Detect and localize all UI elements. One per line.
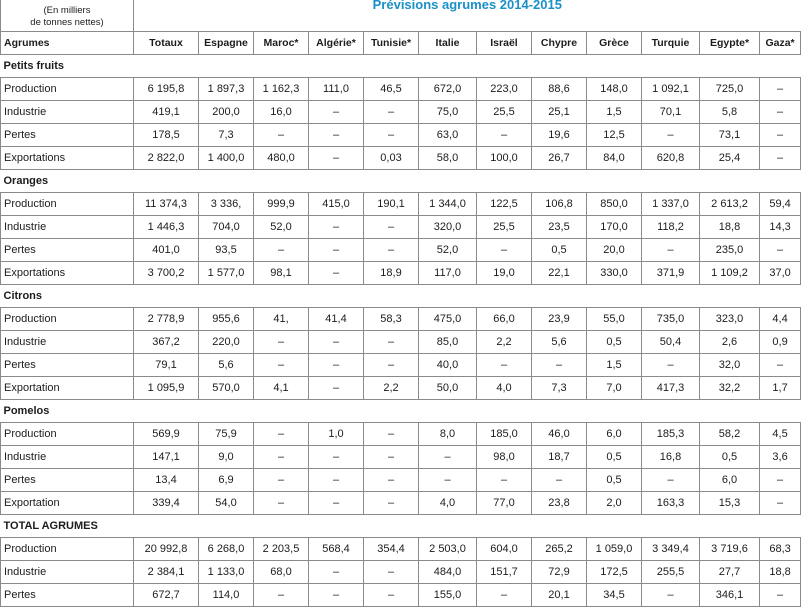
- table-cell: 850,0: [587, 193, 642, 216]
- table-cell: 15,3: [700, 492, 760, 515]
- table-cell: –: [309, 331, 364, 354]
- table-cell: 3 719,6: [700, 538, 760, 561]
- table-cell: 114,0: [199, 584, 254, 607]
- row-label: Exportation: [1, 492, 134, 515]
- section-title: Pomelos: [1, 400, 801, 423]
- table-cell: –: [477, 469, 532, 492]
- table-row: [1, 354, 801, 377]
- table-cell: –: [254, 492, 309, 515]
- row-label: Pertes: [1, 469, 134, 492]
- table-cell: –: [309, 584, 364, 607]
- table-cell: 0,5: [587, 446, 642, 469]
- row-label: Production: [1, 193, 134, 216]
- table-cell: 1 577,0: [199, 262, 254, 285]
- table-cell: –: [642, 354, 700, 377]
- table-cell: 1 400,0: [199, 147, 254, 170]
- column-header: Agrumes: [1, 32, 134, 55]
- table-cell: –: [309, 147, 364, 170]
- table-cell: 323,0: [700, 308, 760, 331]
- column-header: Egypte*: [700, 32, 760, 55]
- table-cell: 354,4: [364, 538, 419, 561]
- table-cell: –: [309, 354, 364, 377]
- table-cell: –: [309, 377, 364, 400]
- table-cell: 73,1: [700, 124, 760, 147]
- table-cell: 320,0: [419, 216, 477, 239]
- table-cell: 4,4: [760, 308, 801, 331]
- table-cell: 235,0: [700, 239, 760, 262]
- table-cell: 7,0: [587, 377, 642, 400]
- table-cell: 14,3: [760, 216, 801, 239]
- table-cell: 98,1: [254, 262, 309, 285]
- column-header: Gaza*: [760, 32, 801, 55]
- table-cell: 2 778,9: [134, 308, 199, 331]
- table-cell: –: [642, 469, 700, 492]
- table-cell: 118,2: [642, 216, 700, 239]
- table-row: [1, 423, 801, 446]
- table-cell: –: [419, 469, 477, 492]
- column-header: Chypre: [532, 32, 587, 55]
- table-cell: 346,1: [700, 584, 760, 607]
- table-cell: 7,3: [199, 124, 254, 147]
- table-cell: 7,3: [532, 377, 587, 400]
- section-header-row: [1, 55, 801, 78]
- table-cell: 484,0: [419, 561, 477, 584]
- table-cell: –: [532, 354, 587, 377]
- table-cell: –: [309, 469, 364, 492]
- table-cell: 265,2: [532, 538, 587, 561]
- table-cell: 223,0: [477, 78, 532, 101]
- table-cell: 255,5: [642, 561, 700, 584]
- table-cell: 66,0: [477, 308, 532, 331]
- table-cell: 1 446,3: [134, 216, 199, 239]
- table-cell: –: [364, 561, 419, 584]
- table-cell: 1 059,0: [587, 538, 642, 561]
- table-cell: 1 337,0: [642, 193, 700, 216]
- table-cell: 16,0: [254, 101, 309, 124]
- table-cell: 419,1: [134, 101, 199, 124]
- table-cell: –: [477, 584, 532, 607]
- table-cell: –: [309, 561, 364, 584]
- table-cell: 18,7: [532, 446, 587, 469]
- row-label: Industrie: [1, 561, 134, 584]
- table-cell: 0,5: [532, 239, 587, 262]
- table-row: [1, 561, 801, 584]
- table-cell: 185,3: [642, 423, 700, 446]
- table-cell: 18,9: [364, 262, 419, 285]
- table-cell: 55,0: [587, 308, 642, 331]
- table-cell: 570,0: [199, 377, 254, 400]
- table-cell: 190,1: [364, 193, 419, 216]
- table-cell: 2 822,0: [134, 147, 199, 170]
- title-row: [1, 0, 801, 32]
- table-cell: 735,0: [642, 308, 700, 331]
- table-cell: 4,1: [254, 377, 309, 400]
- table-cell: 0,03: [364, 147, 419, 170]
- table-cell: 20,0: [587, 239, 642, 262]
- table-cell: 185,0: [477, 423, 532, 446]
- table-cell: 32,0: [700, 354, 760, 377]
- table-cell: –: [364, 423, 419, 446]
- table-cell: 98,0: [477, 446, 532, 469]
- table-cell: 32,2: [700, 377, 760, 400]
- column-header: Turquie: [642, 32, 700, 55]
- table-cell: –: [760, 469, 801, 492]
- table-cell: 2 384,1: [134, 561, 199, 584]
- table-cell: 2,6: [700, 331, 760, 354]
- table-cell: 18,8: [760, 561, 801, 584]
- table-cell: –: [309, 239, 364, 262]
- table-cell: –: [364, 492, 419, 515]
- row-label: Production: [1, 308, 134, 331]
- column-header: Espagne: [199, 32, 254, 55]
- section-header-row: [1, 170, 801, 193]
- table-cell: 2 613,2: [700, 193, 760, 216]
- table-cell: –: [254, 584, 309, 607]
- table-cell: 6,9: [199, 469, 254, 492]
- column-header: Israël: [477, 32, 532, 55]
- table-cell: –: [364, 216, 419, 239]
- table-cell: –: [532, 469, 587, 492]
- table-cell: 5,8: [700, 101, 760, 124]
- table-cell: 72,9: [532, 561, 587, 584]
- table-cell: –: [309, 101, 364, 124]
- table-cell: 1 897,3: [199, 78, 254, 101]
- table-cell: 11 374,3: [134, 193, 199, 216]
- table-cell: 9,0: [199, 446, 254, 469]
- table-cell: 100,0: [477, 147, 532, 170]
- table-cell: 23,5: [532, 216, 587, 239]
- row-label: Production: [1, 423, 134, 446]
- table-cell: 147,1: [134, 446, 199, 469]
- table-cell: –: [364, 124, 419, 147]
- table-cell: 19,6: [532, 124, 587, 147]
- table-cell: 20,1: [532, 584, 587, 607]
- row-label: Industrie: [1, 101, 134, 124]
- section-header-row: [1, 400, 801, 423]
- table-cell: 25,5: [477, 216, 532, 239]
- table-cell: 54,0: [199, 492, 254, 515]
- table-row: [1, 308, 801, 331]
- table-cell: 59,4: [760, 193, 801, 216]
- table-row: [1, 216, 801, 239]
- section-header-row: [1, 515, 801, 538]
- table-cell: –: [364, 239, 419, 262]
- table-cell: 148,0: [587, 78, 642, 101]
- table-cell: –: [642, 124, 700, 147]
- table-cell: 2 503,0: [419, 538, 477, 561]
- table-cell: 58,3: [364, 308, 419, 331]
- table-cell: –: [364, 101, 419, 124]
- table-row: [1, 492, 801, 515]
- table-cell: 480,0: [254, 147, 309, 170]
- table-cell: –: [254, 331, 309, 354]
- column-header-row: [1, 32, 801, 55]
- table-cell: 200,0: [199, 101, 254, 124]
- table-cell: 18,8: [700, 216, 760, 239]
- table-cell: 1 162,3: [254, 78, 309, 101]
- table-cell: 330,0: [587, 262, 642, 285]
- table-cell: 37,0: [760, 262, 801, 285]
- column-header: Tunisie*: [364, 32, 419, 55]
- table-cell: 68,0: [254, 561, 309, 584]
- table-cell: 26,7: [532, 147, 587, 170]
- table-cell: 417,3: [642, 377, 700, 400]
- table-cell: 117,0: [419, 262, 477, 285]
- table-cell: 163,3: [642, 492, 700, 515]
- table-cell: 50,4: [642, 331, 700, 354]
- table-cell: 172,5: [587, 561, 642, 584]
- table-cell: 6 268,0: [199, 538, 254, 561]
- table-cell: –: [254, 124, 309, 147]
- table-cell: –: [642, 584, 700, 607]
- table-cell: –: [309, 492, 364, 515]
- table-row: [1, 147, 801, 170]
- table-cell: 999,9: [254, 193, 309, 216]
- table-cell: 68,3: [760, 538, 801, 561]
- table-cell: –: [477, 354, 532, 377]
- table-cell: 2,0: [587, 492, 642, 515]
- table-cell: 0,9: [760, 331, 801, 354]
- row-label: Exportation: [1, 377, 134, 400]
- row-label: Industrie: [1, 331, 134, 354]
- table-cell: 0,5: [587, 331, 642, 354]
- table-cell: –: [254, 469, 309, 492]
- table-cell: 672,0: [419, 78, 477, 101]
- table-row: [1, 377, 801, 400]
- table-cell: 122,5: [477, 193, 532, 216]
- table-cell: 1 344,0: [419, 193, 477, 216]
- table-cell: –: [309, 216, 364, 239]
- table-cell: 25,1: [532, 101, 587, 124]
- table-cell: –: [364, 584, 419, 607]
- table-cell: 13,4: [134, 469, 199, 492]
- table-cell: 725,0: [700, 78, 760, 101]
- column-header: Italie: [419, 32, 477, 55]
- table-cell: 46,0: [532, 423, 587, 446]
- table-cell: 1,5: [587, 101, 642, 124]
- table-cell: 58,0: [419, 147, 477, 170]
- row-label: Pertes: [1, 239, 134, 262]
- table-cell: –: [364, 469, 419, 492]
- table-cell: 170,0: [587, 216, 642, 239]
- table-cell: 25,4: [700, 147, 760, 170]
- table-cell: 34,5: [587, 584, 642, 607]
- table-cell: –: [364, 331, 419, 354]
- table-cell: 3 700,2: [134, 262, 199, 285]
- row-label: Pertes: [1, 124, 134, 147]
- table-cell: 6 195,8: [134, 78, 199, 101]
- table-cell: 1,0: [309, 423, 364, 446]
- row-label: Industrie: [1, 216, 134, 239]
- table-cell: 58,2: [700, 423, 760, 446]
- table-cell: 568,4: [309, 538, 364, 561]
- row-label: Exportations: [1, 262, 134, 285]
- table-cell: 6,0: [700, 469, 760, 492]
- table-cell: 5,6: [532, 331, 587, 354]
- table-cell: 4,0: [477, 377, 532, 400]
- table-cell: 25,5: [477, 101, 532, 124]
- table-cell: 16,8: [642, 446, 700, 469]
- table-cell: –: [477, 239, 532, 262]
- column-header: Maroc*: [254, 32, 309, 55]
- table-cell: –: [254, 423, 309, 446]
- table-cell: 371,9: [642, 262, 700, 285]
- table-cell: 1 092,1: [642, 78, 700, 101]
- table-cell: 3 336,: [199, 193, 254, 216]
- table-cell: 0,5: [587, 469, 642, 492]
- section-header-row: [1, 285, 801, 308]
- table-cell: –: [254, 239, 309, 262]
- table-cell: 19,0: [477, 262, 532, 285]
- table-cell: 70,1: [642, 101, 700, 124]
- table-cell: 4,5: [760, 423, 801, 446]
- table-cell: 1 109,2: [700, 262, 760, 285]
- table-row: [1, 78, 801, 101]
- table-cell: –: [309, 262, 364, 285]
- table-row: [1, 239, 801, 262]
- table-cell: 88,6: [532, 78, 587, 101]
- column-header: Algérie*: [309, 32, 364, 55]
- table-cell: 415,0: [309, 193, 364, 216]
- table-cell: –: [760, 78, 801, 101]
- section-title: TOTAL AGRUMES: [1, 515, 801, 538]
- table-cell: –: [309, 446, 364, 469]
- table-cell: 20 992,8: [134, 538, 199, 561]
- unit-label-line-2: de tonnes nettes): [30, 17, 104, 28]
- table-cell: 46,5: [364, 78, 419, 101]
- table-body: [1, 0, 801, 607]
- table-cell: 339,4: [134, 492, 199, 515]
- table-row: [1, 446, 801, 469]
- table-cell: 52,0: [419, 239, 477, 262]
- table-cell: 23,9: [532, 308, 587, 331]
- table-cell: 27,7: [700, 561, 760, 584]
- table-row: [1, 538, 801, 561]
- table-cell: 3,6: [760, 446, 801, 469]
- table-cell: 111,0: [309, 78, 364, 101]
- table-cell: 704,0: [199, 216, 254, 239]
- section-title: Petits fruits: [1, 55, 801, 78]
- table-cell: 569,9: [134, 423, 199, 446]
- section-title: Citrons: [1, 285, 801, 308]
- table-cell: –: [477, 124, 532, 147]
- table-row: [1, 262, 801, 285]
- table-cell: 475,0: [419, 308, 477, 331]
- table-cell: 4,0: [419, 492, 477, 515]
- table-cell: –: [364, 354, 419, 377]
- row-label: Production: [1, 78, 134, 101]
- table-cell: –: [309, 124, 364, 147]
- table-cell: 79,1: [134, 354, 199, 377]
- table-cell: 8,0: [419, 423, 477, 446]
- table-row: [1, 584, 801, 607]
- table-cell: –: [760, 354, 801, 377]
- table-cell: 367,2: [134, 331, 199, 354]
- table-row: [1, 193, 801, 216]
- table-cell: 1 133,0: [199, 561, 254, 584]
- column-header: Totaux: [134, 32, 199, 55]
- table-cell: 41,4: [309, 308, 364, 331]
- table-cell: 620,8: [642, 147, 700, 170]
- column-header: Grèce: [587, 32, 642, 55]
- row-label: Pertes: [1, 354, 134, 377]
- table-cell: 155,0: [419, 584, 477, 607]
- table-cell: 5,6: [199, 354, 254, 377]
- table-cell: 1,7: [760, 377, 801, 400]
- row-label: Exportations: [1, 147, 134, 170]
- table-cell: 151,7: [477, 561, 532, 584]
- table-row: [1, 124, 801, 147]
- table-cell: 2,2: [364, 377, 419, 400]
- table-cell: –: [760, 239, 801, 262]
- table-cell: 84,0: [587, 147, 642, 170]
- table-cell: 85,0: [419, 331, 477, 354]
- table-cell: –: [760, 124, 801, 147]
- table-cell: 3 349,4: [642, 538, 700, 561]
- table-cell: 50,0: [419, 377, 477, 400]
- row-label: Pertes: [1, 584, 134, 607]
- table-cell: –: [419, 446, 477, 469]
- table-cell: 1,5: [587, 354, 642, 377]
- table-cell: 40,0: [419, 354, 477, 377]
- table-cell: 12,5: [587, 124, 642, 147]
- table-cell: 22,1: [532, 262, 587, 285]
- unit-label: [1, 0, 134, 32]
- table-row: [1, 469, 801, 492]
- row-label: Industrie: [1, 446, 134, 469]
- table-cell: 178,5: [134, 124, 199, 147]
- table-cell: 1 095,9: [134, 377, 199, 400]
- table-cell: –: [760, 147, 801, 170]
- table-cell: 401,0: [134, 239, 199, 262]
- table-cell: 63,0: [419, 124, 477, 147]
- table-cell: 2 203,5: [254, 538, 309, 561]
- table-cell: 23,8: [532, 492, 587, 515]
- table-cell: 2,2: [477, 331, 532, 354]
- table-cell: –: [760, 101, 801, 124]
- table-cell: 220,0: [199, 331, 254, 354]
- table-cell: 672,7: [134, 584, 199, 607]
- table-cell: 93,5: [199, 239, 254, 262]
- table-cell: –: [364, 446, 419, 469]
- table-cell: 75,9: [199, 423, 254, 446]
- table-cell: –: [760, 584, 801, 607]
- table-row: [1, 331, 801, 354]
- table-cell: –: [254, 446, 309, 469]
- table-cell: 955,6: [199, 308, 254, 331]
- table-cell: 604,0: [477, 538, 532, 561]
- table-cell: 75,0: [419, 101, 477, 124]
- table-row: [1, 101, 801, 124]
- table-cell: 41,: [254, 308, 309, 331]
- table-title: Prévisions agrumes 2014-2015: [134, 0, 801, 32]
- table-cell: –: [760, 492, 801, 515]
- table-cell: 6,0: [587, 423, 642, 446]
- table-cell: 0,5: [700, 446, 760, 469]
- table-cell: 106,8: [532, 193, 587, 216]
- table-cell: 77,0: [477, 492, 532, 515]
- table-cell: 52,0: [254, 216, 309, 239]
- unit-label-line-1: (En milliers: [43, 5, 91, 16]
- table-cell: –: [254, 354, 309, 377]
- row-label: Production: [1, 538, 134, 561]
- section-title: Oranges: [1, 170, 801, 193]
- table-cell: –: [642, 239, 700, 262]
